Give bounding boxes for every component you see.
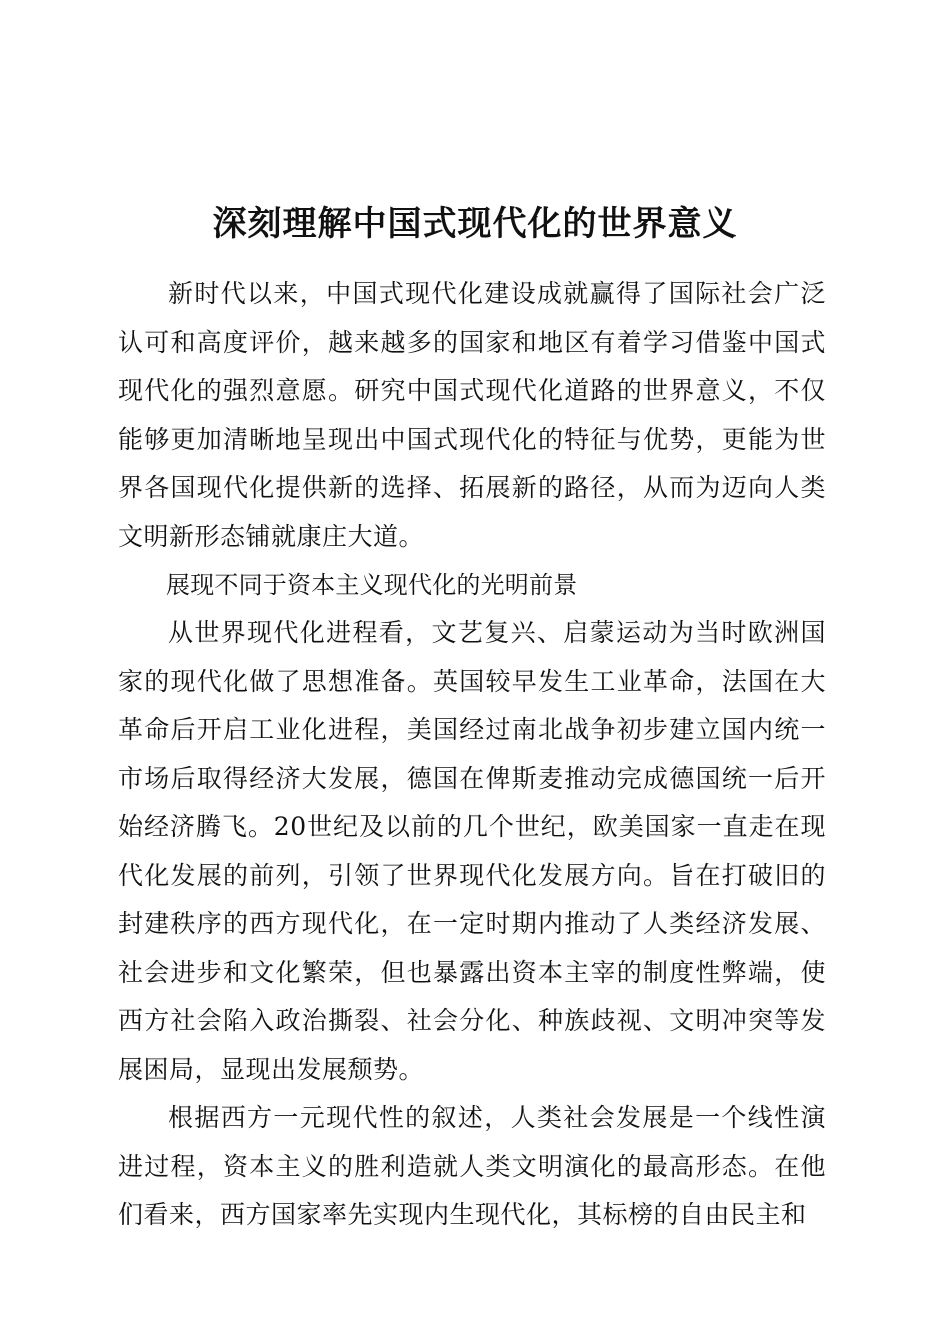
body-paragraph-2: 根据西方一元现代性的叙述，人类社会发展是一个线性演进过程，资本主义的胜利造就人类文明演化的最高形态。在他们看来，西方国家率先实现内生现代化，其标榜的自由民主和 [118,1103,826,1229]
document-body [118,270,826,1240]
body-paragraph-1: 从世界现代化进程看，文艺复兴、启蒙运动为当时欧洲国家的现代化做了思想准备。英国较早发生工业革命，法国在大革命后开启工业化进程，美国经过南北战争初步建立国内统一市场后取得经济大发展，德国在俾斯麦推动完成德国统一后开始经济腾飞。20世纪及以前的几个世纪，欧美国家一直走在现代化发展的前列，引领了世界现代化发展方向。旨在打破旧的封建秩序的西方现代化，在一定时期内推动了人类经济发展、社会进步和文化繁荣，但也暴露出资本主宰的制度性弊端，使西方社会陷入政治撕裂、社会分化、种族歧视、文明冲突等发展困局，显现出发展颓势。 [118,618,826,1084]
document-title: 深刻理解中国式现代化的世界意义 [212,203,738,244]
intro-paragraph: 新时代以来，中国式现代化建设成就赢得了国际社会广泛认可和高度评价，越来越多的国家和地区有着学习借鉴中国式现代化的强烈意愿。研究中国式现代化道路的世界意义，不仅能够更加清晰地呈现出中国式现代化的特征与优势，更能为世界各国现代化提供新的选择、拓展新的路径，从而为迈向人类文明新形态铺就康庄大道。 [118,279,826,551]
section-heading: 展现不同于资本主义现代化的光明前景 [166,571,578,599]
